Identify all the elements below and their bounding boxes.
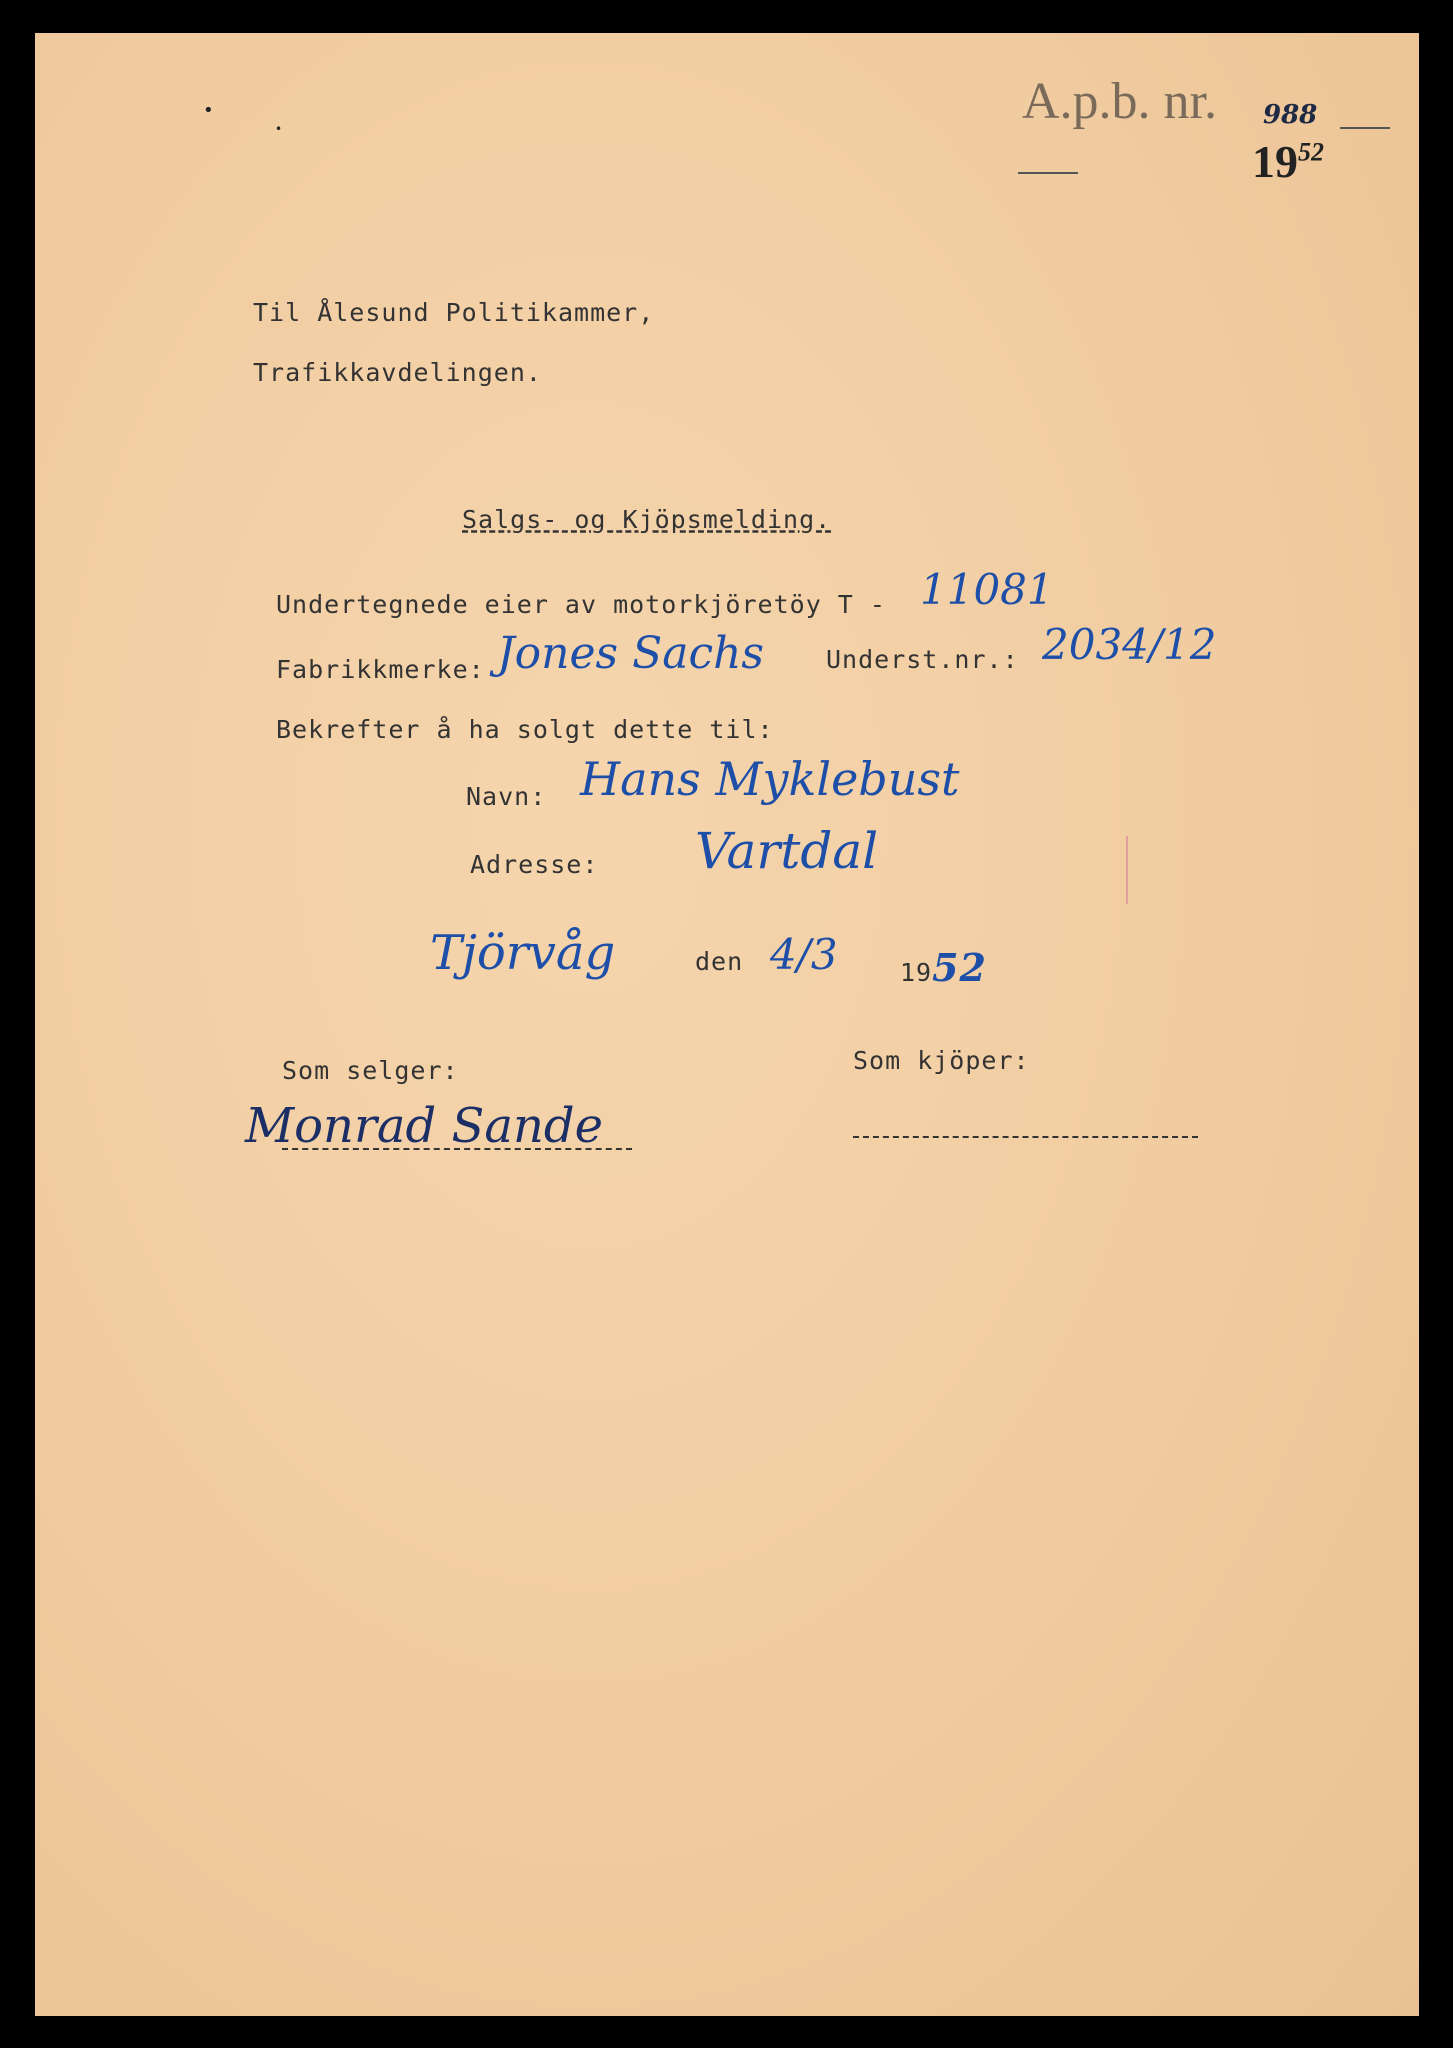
addressee-line-1: Til Ålesund Politikammer, bbox=[253, 298, 655, 327]
chassis-value: 2034/12 bbox=[1042, 620, 1217, 669]
address-label: Adresse: bbox=[470, 850, 599, 879]
year-suffix: 52 bbox=[932, 945, 987, 990]
document-title: Salgs- og Kjöpsmelding. bbox=[462, 505, 832, 534]
chassis-label: Underst.nr.: bbox=[826, 645, 1019, 674]
document-page bbox=[35, 33, 1419, 2016]
owner-label: Undertegnede eier av motorkjöretöy T - bbox=[276, 590, 886, 619]
addressee-line-2: Trafikkavdelingen. bbox=[253, 358, 542, 387]
place-value: Tjörvåg bbox=[430, 925, 616, 981]
year-prefix: 19 bbox=[900, 958, 933, 987]
confirm-text: Bekrefter å ha solgt dette til: bbox=[276, 715, 774, 744]
buyer-label: Som kjöper: bbox=[853, 1046, 1030, 1075]
date-value: 4/3 bbox=[770, 930, 838, 979]
red-pencil-mark bbox=[1126, 836, 1128, 904]
seller-signature: Monrad Sande bbox=[245, 1098, 604, 1154]
buyer-signature-line bbox=[853, 1136, 1198, 1138]
stamp-underline bbox=[1018, 172, 1078, 174]
make-value: Jones Sachs bbox=[497, 628, 765, 679]
address-value: Vartdal bbox=[695, 822, 879, 880]
seller-signature-line bbox=[282, 1148, 632, 1150]
archive-stamp-label: A.p.b. nr. bbox=[1022, 73, 1217, 130]
name-value: Hans Myklebust bbox=[580, 752, 960, 806]
year-field bbox=[900, 945, 987, 990]
corner-mark: • bbox=[203, 100, 214, 121]
archive-stamp-year bbox=[1252, 135, 1324, 188]
seller-label: Som selger: bbox=[282, 1056, 459, 1085]
stamp-year-suffix: 52 bbox=[1298, 137, 1324, 167]
stamp-year-prefix: 19 bbox=[1252, 136, 1298, 187]
name-label: Navn: bbox=[466, 782, 547, 811]
den-label: den bbox=[695, 947, 744, 976]
corner-mark-2: • bbox=[275, 122, 283, 136]
reg-number-value: 11081 bbox=[920, 565, 1054, 614]
archive-stamp-number: 988 bbox=[1263, 100, 1318, 130]
stamp-right-line bbox=[1340, 127, 1390, 129]
make-label: Fabrikkmerke: bbox=[276, 655, 485, 684]
